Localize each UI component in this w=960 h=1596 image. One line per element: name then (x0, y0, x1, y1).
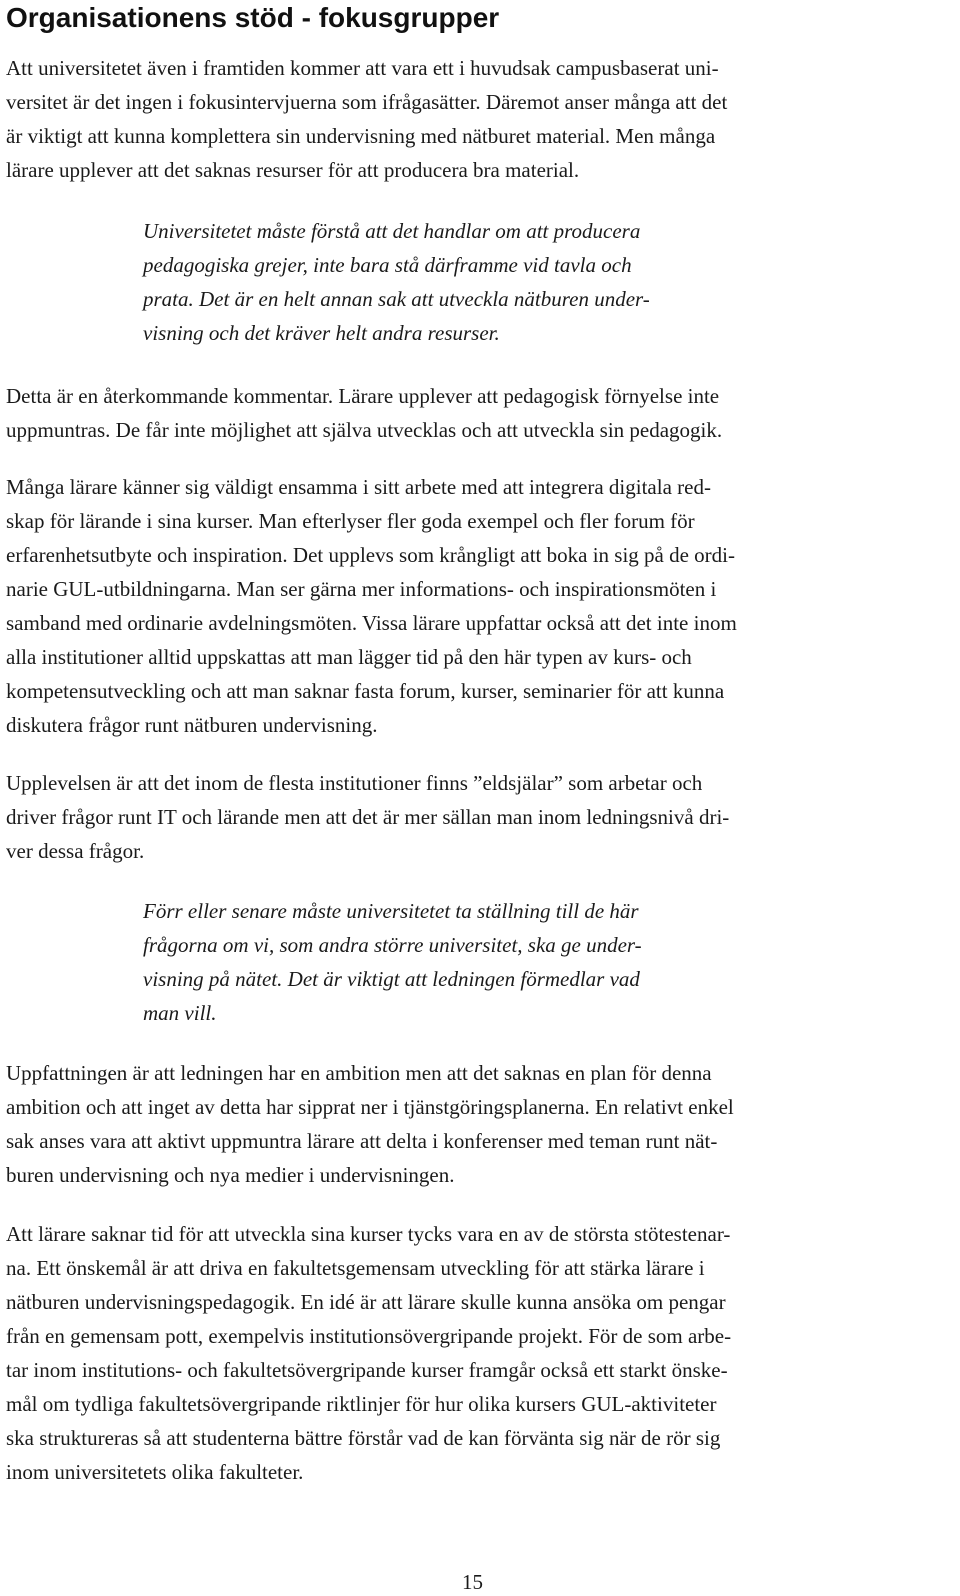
text-line: versitet är det ingen i fokusintervjuerna som ifrågasätter. Däremot anser många att det (6, 90, 728, 114)
quote-2 (143, 894, 642, 1030)
text-line: ska struktureras så att studenterna bättre förstår vad de kan förvänta sig när de rör sig (6, 1426, 721, 1450)
section-heading: Organisationens stöd - fokusgrupper (6, 2, 500, 33)
text-line: är viktigt att kunna komplettera sin undervisning med nätburet material. Men många (6, 124, 716, 148)
paragraph-3 (6, 470, 737, 742)
text-line: driver frågor runt IT och lärande men att det är mer sällan man inom ledningsnivå dri- (6, 805, 730, 829)
paragraph-5 (6, 1056, 734, 1192)
text-line: tar inom institutions- och fakultetsövergripande kurser framgår också ett starkt önske- (6, 1358, 728, 1382)
text-line: skap för lärande i sina kurser. Man efterlyser fler goda exempel och fler forum för (6, 509, 695, 533)
text-line: från en gemensam pott, exempelvis institutionsövergripande projekt. För de som arbe- (6, 1324, 732, 1348)
paragraph-2 (6, 379, 722, 447)
text-line: alla institutioner alltid uppskattas att man lägger tid på den här typen av kurs- och (6, 645, 692, 669)
text-line: mål om tydliga fakultetsövergripande riktlinjer för hur olika kursers GUL-aktiviteter (6, 1392, 717, 1416)
text-line: erfarenhetsutbyte och inspiration. Det upplevs som krångligt att boka in sig på de ordi- (6, 543, 735, 567)
paragraph-intro (6, 51, 727, 187)
quote-line: frågorna om vi, som andra större universitet, ska ge under- (143, 933, 642, 957)
page-number: 15 (462, 1570, 483, 1594)
text-line: Uppfattningen är att ledningen har en ambition men att det saknas en plan för denna (6, 1061, 712, 1085)
text-line: samband med ordinarie avdelningsmöten. Vissa lärare uppfattar också att det inte inom (6, 611, 737, 635)
text-line: ambition och att inget av detta har sipprat ner i tjänstgöringsplanerna. En relativt enkel (6, 1095, 734, 1119)
text-line: inom universitetets olika fakulteter. (6, 1460, 304, 1484)
text-line: kompetensutveckling och att man saknar fasta forum, kurser, seminarier för att kunna (6, 679, 725, 703)
text-line: lärare upplever att det saknas resurser för att producera bra material. (6, 158, 580, 182)
quote-line: man vill. (143, 1001, 217, 1025)
quote-line: pedagogiska grejer, inte bara stå därframme vid tavla och (143, 253, 632, 277)
paragraph-6 (6, 1217, 731, 1489)
text-line: buren undervisning och nya medier i undervisningen. (6, 1163, 455, 1187)
text-line: ver dessa frågor. (6, 839, 145, 863)
text-line: na. Ett önskemål är att driva en fakultetsgemensam utveckling för att stärka lärare i (6, 1256, 705, 1280)
text-line: uppmuntras. De får inte möjlighet att själva utvecklas och att utveckla sin pedagogik. (6, 418, 723, 442)
quote-line: prata. Det är en helt annan sak att utveckla nätburen under- (143, 287, 650, 311)
text-line: Att lärare saknar tid för att utveckla sina kurser tycks vara en av de största stötestenar- (6, 1222, 731, 1246)
text-line: sak anses vara att aktivt uppmuntra lärare att delta i konferenser med teman runt nät- (6, 1129, 718, 1153)
quote-line: visning och det kräver helt andra resurser. (143, 321, 500, 345)
quote-line: visning på nätet. Det är viktigt att ledningen förmedlar vad (143, 967, 640, 991)
quote-1 (143, 214, 650, 350)
text-line: Att universitetet även i framtiden kommer att vara ett i huvudsak campusbaserat uni- (6, 56, 719, 80)
text-line: Många lärare känner sig väldigt ensamma i sitt arbete med att integrera digitala red- (6, 475, 711, 499)
text-line: diskutera frågor runt nätburen undervisning. (6, 713, 378, 737)
text-line: Upplevelsen är att det inom de flesta institutioner finns ”eldsjälar” som arbetar och (6, 771, 703, 795)
quote-line: Universitetet måste förstå att det handlar om att producera (143, 219, 641, 243)
text-line: Detta är en återkommande kommentar. Lärare upplever att pedagogisk förnyelse inte (6, 384, 720, 408)
text-line: nätburen undervisningspedagogik. En idé är att lärare skulle kunna ansöka om pengar (6, 1290, 726, 1314)
paragraph-4 (6, 766, 729, 868)
quote-line: Förr eller senare måste universitetet ta ställning till de här (143, 899, 639, 923)
text-line: narie GUL-utbildningarna. Man ser gärna mer informations- och inspirationsmöten i (6, 577, 717, 601)
